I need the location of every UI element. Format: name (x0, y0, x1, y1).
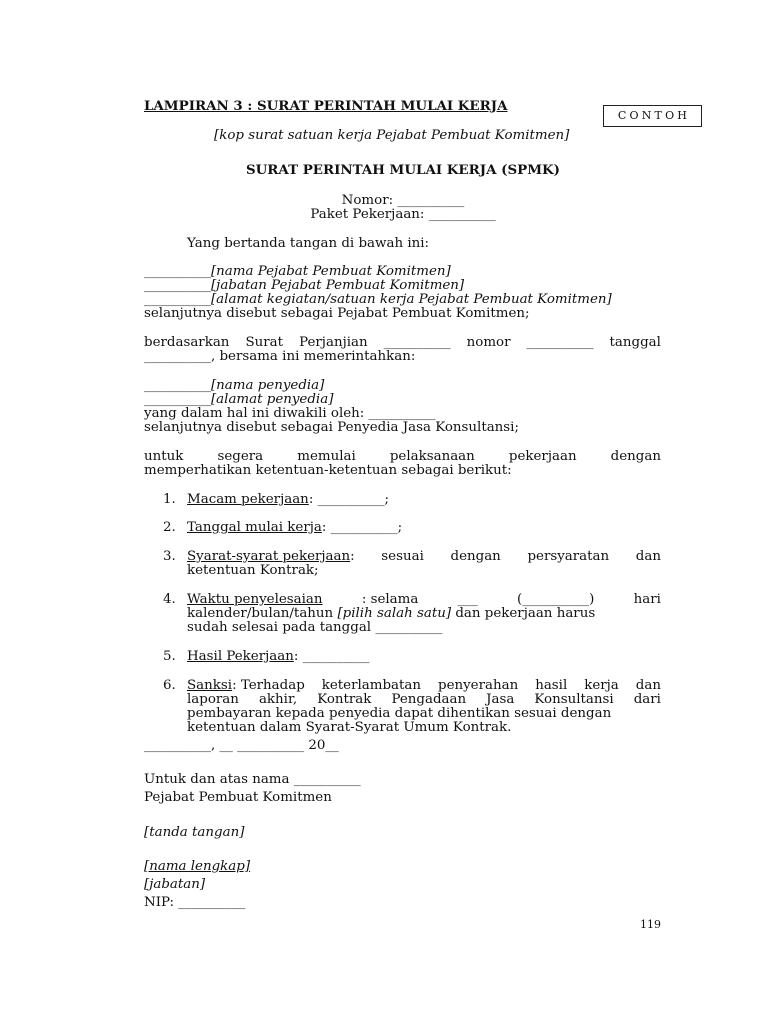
perjanjian-line-1: berdasarkan Surat Perjanjian __________ nomor __________ tanggal (144, 335, 661, 350)
document-title: SURAT PERINTAH MULAI KERJA (SPMK) (245, 162, 561, 178)
lampiran-title: LAMPIRAN 3 : SURAT PERINTAH MULAI KERJA (144, 98, 508, 114)
penyedia-disebut-line: selanjutnya disebut sebagai Penyedia Jasa Konsultansi; (144, 420, 519, 435)
kop-note: [kop surat satuan kerja Pejabat Pembuat Komitmen] (214, 128, 570, 143)
item-3-line-1: Syarat-syarat pekerjaan: sesuai dengan persyaratan dan (187, 549, 661, 564)
item-4-line-1: Waktu penyelesaian : selama ___ (__________) hari (187, 592, 661, 607)
ppk-disebut-line: selanjutnya disebut sebagai Pejabat Pembuat Komitmen; (144, 306, 530, 321)
item-2-line: Tanggal mulai kerja: __________; (187, 520, 403, 535)
item-4-line-3: sudah selesai pada tanggal __________ (187, 620, 443, 635)
perjanjian-line-2: __________, bersama ini memerintahkan: (144, 349, 416, 364)
nomor-line: Nomor: __________ (341, 193, 465, 208)
ppk-alamat-line: __________[alamat kegiatan/satuan kerja Pejabat Pembuat Komitmen] (144, 292, 612, 307)
intro-text: Yang bertanda tangan di bawah ini: (187, 236, 430, 251)
penyedia-diwakili-line: yang dalam hal ini diwakili oleh: __________ (144, 406, 436, 421)
nip-line: NIP: __________ (144, 895, 246, 910)
item-5-number: 5. (163, 649, 176, 664)
atas-nama-line: Untuk dan atas nama __________ (144, 772, 361, 787)
item-6-line-3: pembayaran kepada penyedia dapat dihentikan sesuai dengan (187, 706, 612, 721)
item-2-number: 2. (163, 520, 176, 535)
contoh-box: CONTOH (603, 105, 702, 127)
item-4-line-2: kalender/bulan/tahun [pilih salah satu] dan pekerjaan harus (187, 606, 596, 621)
paket-line: Paket Pekerjaan: __________ (310, 207, 496, 222)
item-6-line-1: Sanksi: Terhadap keterlambatan penyerahan hasil kerja dan (187, 678, 661, 693)
ppk-nama-line: __________[nama Pejabat Pembuat Komitmen] (144, 264, 451, 279)
jabatan-placeholder: [jabatan] (144, 877, 206, 892)
ppk-signature-title: Pejabat Pembuat Komitmen (144, 790, 332, 805)
item-1-number: 1. (163, 492, 176, 507)
page-number: 119 (640, 918, 661, 931)
penyedia-nama-line: __________[nama penyedia] (144, 378, 325, 393)
item-3-line-2: ketentuan Kontrak; (187, 563, 319, 578)
item-6-number: 6. (163, 678, 176, 693)
item-5-line: Hasil Pekerjaan: __________ (187, 649, 370, 664)
penyedia-alamat-line: __________[alamat penyedia] (144, 392, 334, 407)
item-6-line-4: ketentuan dalam Syarat-Syarat Umum Kontrak. (187, 720, 512, 735)
item-4-number: 4. (163, 592, 176, 607)
date-line: __________, __ __________ 20__ (144, 738, 339, 753)
untuk-line-2: memperhatikan ketentuan-ketentuan sebagai berikut: (144, 463, 512, 478)
ppk-jabatan-line: __________[jabatan Pejabat Pembuat Komitmen] (144, 278, 465, 293)
tanda-tangan-placeholder: [tanda tangan] (144, 825, 245, 840)
item-1-line: Macam pekerjaan: __________; (187, 492, 390, 507)
item-6-line-2: laporan akhir, Kontrak Pengadaan Jasa Konsultansi dari (187, 692, 661, 707)
untuk-line-1: untuk segera memulai pelaksanaan pekerjaan dengan (144, 449, 661, 464)
nama-lengkap-placeholder: [nama lengkap] (144, 859, 251, 874)
item-3-number: 3. (163, 549, 176, 564)
